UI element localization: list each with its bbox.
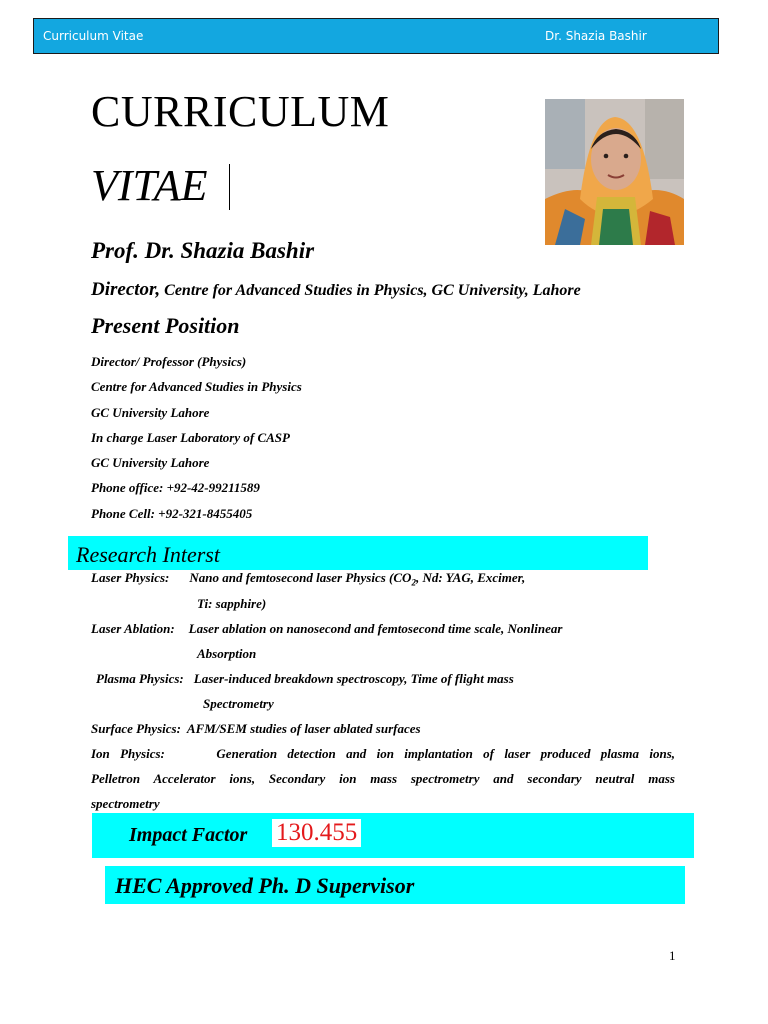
laser-physics-label: Laser Physics: bbox=[91, 570, 170, 585]
co2-subscript: 2 bbox=[411, 577, 416, 588]
plasma-physics-text: Laser-induced breakdown spectroscopy, Time of flight mass bbox=[193, 671, 514, 686]
position-line: Phone Cell: +92-321-8455405 bbox=[91, 505, 253, 521]
director-organization: Centre for Advanced Studies in Physics, GC University, Lahore bbox=[164, 282, 581, 299]
laser-physics-line1 bbox=[91, 570, 525, 588]
laser-ablation-text: Laser ablation on nanosecond and femtosecond time scale, Nonlinear bbox=[188, 621, 563, 636]
laser-physics-line2: Ti: sapphire) bbox=[197, 596, 267, 611]
present-position-list bbox=[91, 352, 302, 529]
position-line: Phone office: +92-42-99211589 bbox=[91, 480, 260, 496]
profile-photo bbox=[545, 99, 684, 245]
laser-ablation-line2: Absorption bbox=[197, 646, 257, 661]
plasma-physics-line2: Spectrometry bbox=[203, 696, 274, 711]
research-interest-heading-bar bbox=[68, 536, 648, 570]
laser-physics-text-b: , Nd: YAG, Excimer, bbox=[415, 570, 526, 585]
surface-physics-line bbox=[91, 721, 421, 737]
page-header bbox=[33, 18, 719, 54]
text-cursor bbox=[229, 164, 230, 210]
hec-supervisor-bar bbox=[105, 866, 685, 904]
cv-title-line2: VITAE bbox=[91, 161, 208, 210]
page-number: 1 bbox=[669, 948, 676, 963]
impact-factor-label: Impact Factor bbox=[129, 824, 248, 846]
surface-physics-label: Surface Physics: bbox=[91, 721, 181, 736]
director-line bbox=[91, 279, 581, 301]
cv-title-line1: CURRICULUM bbox=[91, 87, 390, 136]
impact-factor-value: 130.455 bbox=[272, 819, 361, 847]
plasma-physics-label: Plasma Physics: bbox=[96, 671, 184, 686]
position-line: Centre for Advanced Studies in Physics bbox=[91, 379, 302, 395]
laser-physics-text-a: Nano and femtosecond laser Physics (CO bbox=[189, 570, 412, 585]
ion-physics-line2: Pelletron Accelerator ions, Secondary ion mass spectrometry and secondary neutral mass bbox=[91, 771, 675, 786]
ion-physics-line3: spectrometry bbox=[91, 796, 160, 811]
position-line: GC University Lahore bbox=[91, 455, 210, 471]
laser-ablation-line1 bbox=[91, 621, 562, 637]
person-name: Prof. Dr. Shazia Bashir bbox=[91, 238, 315, 263]
position-line: GC University Lahore bbox=[91, 404, 210, 420]
present-position-heading: Present Position bbox=[91, 313, 240, 338]
director-label: Director, bbox=[91, 279, 161, 300]
ion-physics-line1 bbox=[91, 746, 675, 762]
research-interest-heading: Research Interst bbox=[76, 542, 220, 567]
plasma-physics-line1 bbox=[96, 671, 514, 687]
ion-physics-label: Ion Physics: bbox=[91, 746, 165, 761]
laser-ablation-label: Laser Ablation: bbox=[91, 621, 175, 636]
surface-physics-text: AFM/SEM studies of laser ablated surfaces bbox=[186, 721, 421, 736]
impact-factor-bar bbox=[92, 813, 694, 858]
header-doc-title: Curriculum Vitae bbox=[43, 29, 144, 43]
ion-physics-text: Generation detection and ion implantation of laser produced plasma ions, bbox=[216, 746, 676, 761]
position-line: In charge Laser Laboratory of CASP bbox=[91, 429, 290, 445]
position-line: Director/ Professor (Physics) bbox=[91, 354, 247, 369]
hec-supervisor-text: HEC Approved Ph. D Supervisor bbox=[115, 873, 415, 898]
header-author-name: Dr. Shazia Bashir bbox=[545, 29, 647, 43]
